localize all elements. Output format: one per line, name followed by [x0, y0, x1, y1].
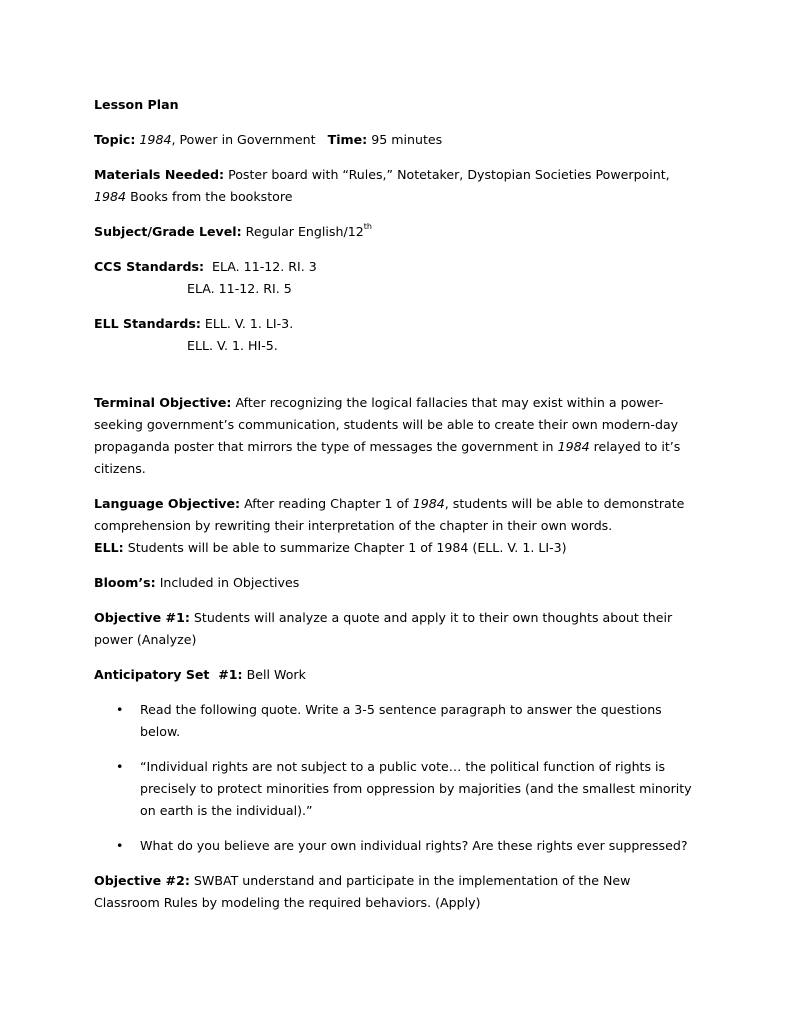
- bullet-text-1: Read the following quote. Write a 3-5 sentence paragraph to answer the questions below.: [140, 702, 662, 739]
- terminal-objective: [94, 392, 700, 480]
- materials-text: Poster board with “Rules,” Notetaker, Dystopian Societies Powerpoint,: [228, 167, 670, 182]
- document-page: [94, 94, 700, 927]
- list-item: [94, 835, 700, 857]
- terminal-book: 1984: [557, 439, 590, 454]
- bullet-icon: •: [116, 759, 124, 774]
- ell-standards-line2: ELL. V. 1. HI-5.: [187, 338, 278, 353]
- topic-label: Topic:: [94, 132, 136, 147]
- objective-2-text: SWBAT understand and participate in the implementation of the New Classroom Rules by modeling the required behaviors. (Apply): [94, 873, 631, 910]
- bell-work-list: [94, 699, 700, 857]
- ell-standards-line1: ELL. V. 1. LI-3.: [204, 316, 294, 331]
- topic-text: , Power in Government: [171, 132, 316, 147]
- terminal-text: After recognizing the logical fallacies that may exist within a power-seeking government’s communication, students will be able to create their own modern-day propaganda poster that mirrors the type of messages the government in: [94, 395, 679, 454]
- subject-text: Regular English/12: [245, 224, 364, 239]
- objective-2-label: Objective #2:: [94, 873, 190, 888]
- materials-book: 1984: [94, 189, 127, 204]
- ccs-label: CCS Standards:: [94, 259, 204, 274]
- bullet-text-2: “Individual rights are not subject to a public vote… the political function of rights is precisely to protect minorities from oppression by majorities (and the smallest minority on earth is the individual).”: [140, 759, 692, 818]
- language-book: 1984: [412, 496, 445, 511]
- terminal-label: Terminal Objective:: [94, 395, 232, 410]
- subject-label: Subject/Grade Level:: [94, 224, 242, 239]
- objective-1-label: Objective #1:: [94, 610, 190, 625]
- ccs-line1: ELA. 11-12. RI. 3: [212, 259, 317, 274]
- bullet-icon: •: [116, 702, 124, 717]
- subject-line: [94, 221, 700, 243]
- blooms-label: Bloom’s:: [94, 575, 156, 590]
- bullet-icon: •: [116, 838, 124, 853]
- ell-text: Students will be able to summarize Chapter 1 of 1984 (ELL. V. 1. LI-3): [127, 540, 567, 555]
- ccs-standards: [94, 256, 700, 300]
- topic-book: 1984: [139, 132, 172, 147]
- language-text-end: , students will be able to demonstrate comprehension by rewriting their interpretation of the chapter in their own words.: [94, 496, 685, 533]
- blooms-line: [94, 572, 700, 594]
- materials-label: Materials Needed:: [94, 167, 225, 182]
- list-item: [94, 756, 700, 822]
- ccs-line2: ELA. 11-12. RI. 5: [187, 281, 292, 296]
- anticipatory-set: [94, 664, 700, 686]
- materials-text-end: Books from the bookstore: [130, 189, 293, 204]
- anticipatory-text: Bell Work: [246, 667, 306, 682]
- topic-line: [94, 129, 700, 151]
- ell-standards-label: ELL Standards:: [94, 316, 201, 331]
- language-text: After reading Chapter 1 of: [244, 496, 409, 511]
- language-objective: [94, 493, 700, 559]
- objective-1-text: Students will analyze a quote and apply it to their own thoughts about their power (Analyze): [94, 610, 673, 647]
- terminal-text-end: relayed to it’s citizens.: [94, 439, 681, 476]
- ell-label: ELL:: [94, 540, 124, 555]
- objective-2: [94, 870, 700, 914]
- time-label: Time:: [327, 132, 368, 147]
- bullet-text-3: What do you believe are your own individual rights? Are these rights ever suppressed?: [140, 838, 688, 853]
- materials-line: [94, 164, 700, 208]
- language-label: Language Objective:: [94, 496, 241, 511]
- blooms-text: Included in Objectives: [159, 575, 300, 590]
- list-item: [94, 699, 700, 743]
- subject-sup: th: [363, 221, 372, 231]
- ell-standards: [94, 313, 700, 357]
- time-value: 95 minutes: [371, 132, 443, 147]
- objective-1: [94, 607, 700, 651]
- document-title: Lesson Plan: [94, 97, 179, 112]
- anticipatory-label: Anticipatory Set #1:: [94, 667, 243, 682]
